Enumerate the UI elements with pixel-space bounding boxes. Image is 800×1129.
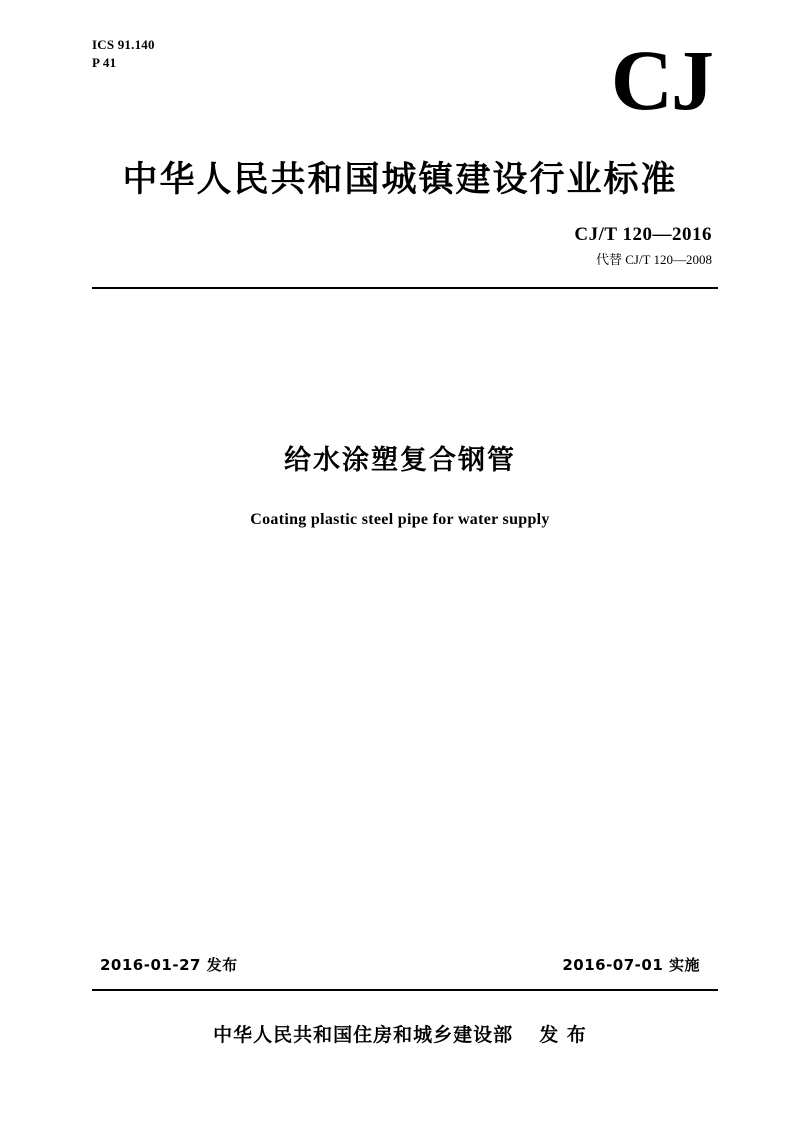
effective-date: 2016-07-01 实施 [562, 956, 700, 974]
document-title-en: Coating plastic steel pipe for water supply [250, 511, 550, 528]
standard-code-block [574, 224, 712, 268]
publisher-suffix: 发 布 [539, 1024, 587, 1046]
divider-bottom [92, 989, 718, 991]
issue-date: 2016-01-27 发布 [100, 956, 238, 974]
publisher-name: 中华人民共和国住房和城乡建设部 [213, 1024, 514, 1046]
classification-code: P 41 [92, 54, 117, 70]
publisher-line [0, 1020, 800, 1047]
document-title-cn: 给水涂塑复合钢管 [284, 445, 516, 476]
divider-top [92, 287, 718, 289]
standard-replaces: 代替 CJ/T 120—2008 [595, 252, 712, 267]
cj-logo: CJ [610, 32, 712, 128]
standard-code: CJ/T 120—2016 [574, 224, 712, 245]
series-title: 中华人民共和国城镇建设行业标准 [122, 160, 678, 200]
ics-number: ICS 91.140 [92, 37, 155, 52]
ics-block [92, 36, 155, 71]
